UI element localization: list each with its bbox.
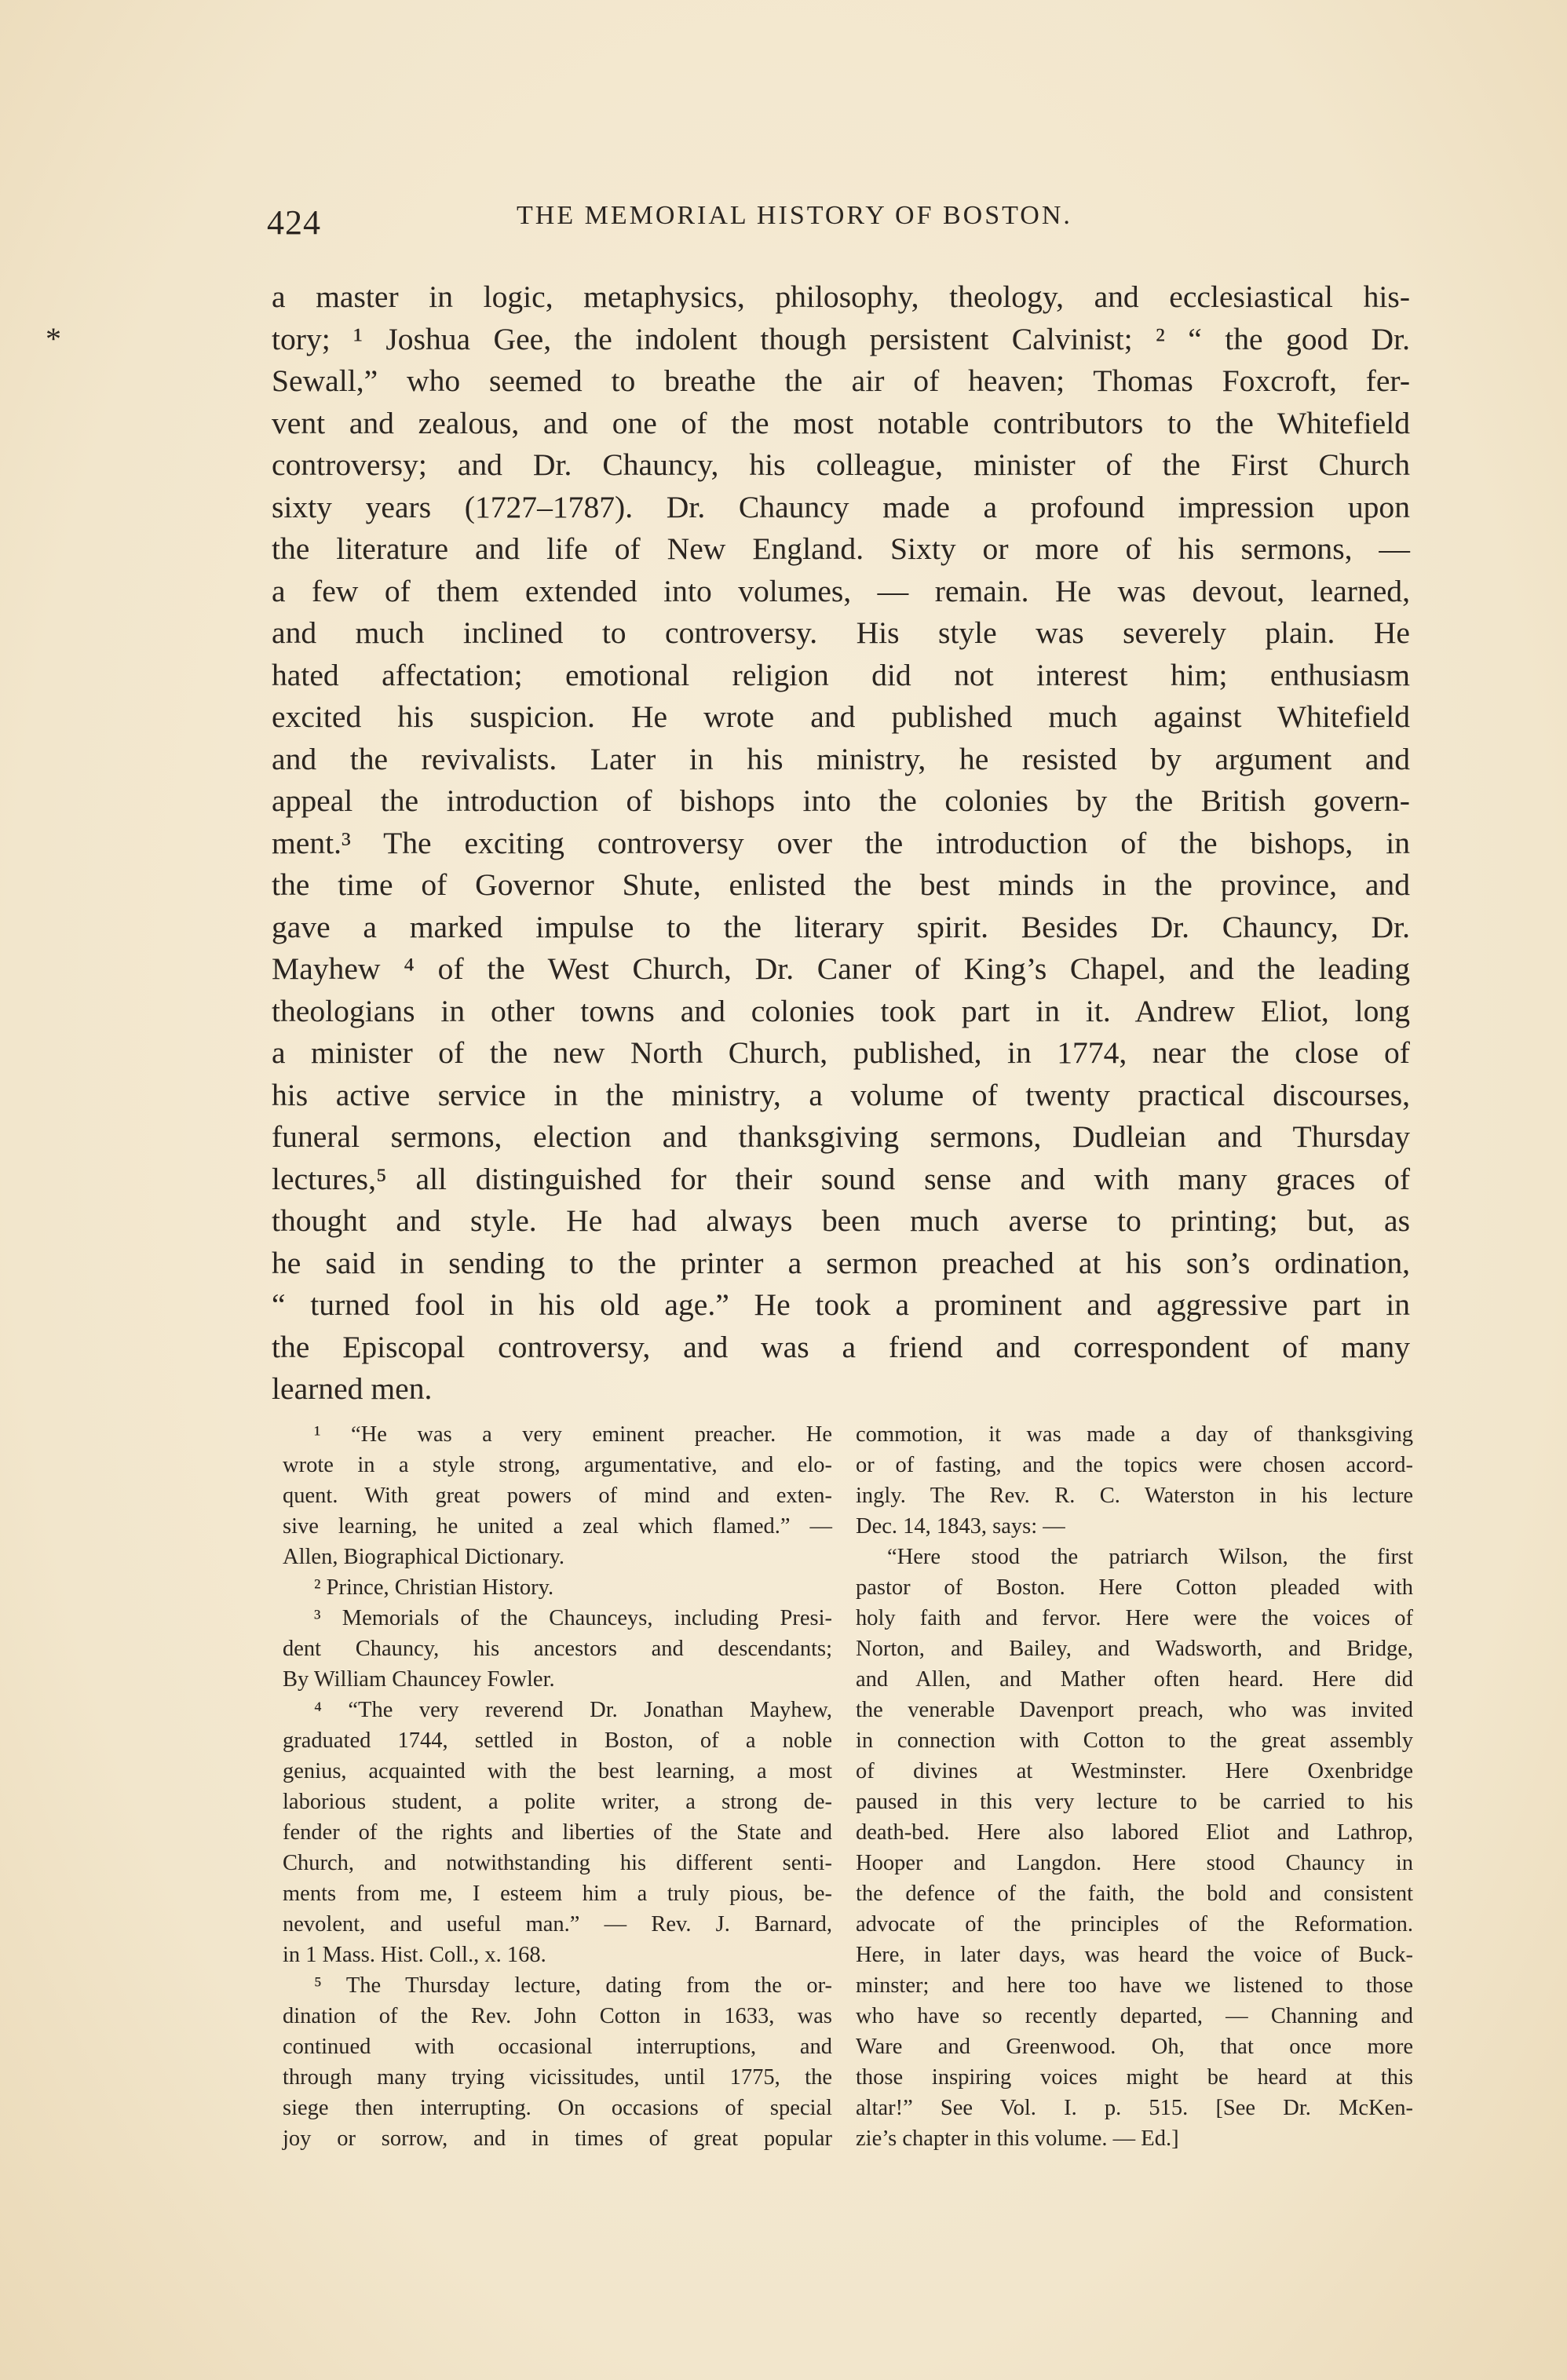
footnote-line: siege then interrupting. On occasions of special (283, 2096, 832, 2120)
footnote-line: or of fasting, and the topics were chosen accord- (856, 1453, 1413, 1477)
footnote-line: in connection with Cotton to the great assembly (856, 1728, 1413, 1753)
footnote-line: By William Chauncey Fowler. (283, 1667, 555, 1692)
footnote-line: dination of the Rev. John Cotton in 1633, was (283, 2004, 832, 2028)
footnote-line: pastor of Boston. Here Cotton pleaded with (856, 1575, 1413, 1600)
footnote-line: holy faith and fervor. Here were the voices of (856, 1606, 1413, 1630)
body-line: vent and zealous, and one of the most notable contributors to the Whitefield (272, 405, 1410, 440)
footnote-line: ¹ “He was a very eminent preacher. He (314, 1422, 832, 1447)
footnote-line: death-bed. Here also labored Eliot and Lathrop, (856, 1820, 1413, 1845)
body-line: lectures,⁵ all distinguished for their sound sense and with many graces of (272, 1161, 1410, 1196)
body-line: a few of them extended into volumes, — remain. He was devout, learned, (272, 573, 1410, 608)
footnote-line: ² Prince, Christian History. (314, 1575, 554, 1600)
footnote-line: those inspiring voices might be heard at this (856, 2065, 1413, 2090)
body-line: excited his suspicion. He wrote and published much against Whitefield (272, 699, 1410, 734)
body-line: thought and style. He had always been much averse to printing; but, as (272, 1203, 1410, 1238)
footnote-line: of divines at Westminster. Here Oxenbridge (856, 1759, 1413, 1783)
footnote-line: Norton, and Bailey, and Wadsworth, and Bridge, (856, 1637, 1413, 1661)
footnote-line: continued with occasional interruptions, and (283, 2035, 832, 2059)
body-line: hated affectation; emotional religion did not interest him; enthusiasm (272, 657, 1410, 692)
footnote-line: who have so recently departed, — Channing and (856, 2004, 1413, 2028)
footnote-line: nevolent, and useful man.” — Rev. J. Barnard, (283, 1912, 832, 1936)
footnotes-right-column (856, 1419, 1413, 2154)
footnote-line: advocate of the principles of the Reformation. (856, 1912, 1413, 1936)
body-line: controversy; and Dr. Chauncy, his colleague, minister of the First Church (272, 447, 1410, 482)
footnote-line: ments from me, I esteem him a truly pious, be- (283, 1882, 832, 1906)
body-text (272, 276, 1410, 1411)
footnote-line: genius, acquainted with the best learning, a most (283, 1759, 832, 1783)
body-line: appeal the introduction of bishops into the colonies by the British govern- (272, 783, 1410, 818)
body-line: gave a marked impulse to the literary spirit. Besides Dr. Chauncy, Dr. (272, 909, 1410, 944)
footnote-line: ingly. The Rev. R. C. Waterston in his lecture (856, 1484, 1413, 1508)
body-line: theologians in other towns and colonies took part in it. Andrew Eliot, long (272, 993, 1410, 1028)
body-line: tory; ¹ Joshua Gee, the indolent though persistent Calvinist; ² “ the good Dr. (272, 321, 1410, 356)
footnote-line: the venerable Davenport preach, who was invited (856, 1698, 1413, 1722)
footnote-line: wrote in a style strong, argumentative, and elo- (283, 1453, 832, 1477)
body-line: the Episcopal controversy, and was a friend and correspondent of many (272, 1329, 1410, 1364)
footnote-line: ⁵ The Thursday lecture, dating from the or- (314, 1973, 832, 1998)
body-line: and much inclined to controversy. His style was severely plain. He (272, 615, 1410, 650)
body-line: his active service in the ministry, a volume of twenty practical discourses, (272, 1077, 1410, 1112)
page-number: 424 (267, 203, 321, 242)
margin-mark: * (46, 321, 61, 356)
footnote-line: Dec. 14, 1843, says: — (856, 1514, 1065, 1539)
footnote-line: paused in this very lecture to be carried to his (856, 1790, 1413, 1814)
footnote-line: “Here stood the patriarch Wilson, the first (887, 1545, 1413, 1569)
footnote-line: Allen, Biographical Dictionary. (283, 1545, 565, 1569)
footnote-line: Hooper and Langdon. Here stood Chauncy in (856, 1851, 1413, 1875)
body-line: a master in logic, metaphysics, philosophy, theology, and ecclesiastical his- (272, 279, 1410, 314)
footnote-line: sive learning, he united a zeal which flamed.” — (283, 1514, 832, 1539)
footnote-line: commotion, it was made a day of thanksgiving (856, 1422, 1413, 1447)
footnote-line: the defence of the faith, the bold and consistent (856, 1882, 1413, 1906)
body-line: ment.³ The exciting controversy over the introduction of the bishops, in (272, 825, 1410, 860)
footnote-line: ⁴ “The very reverend Dr. Jonathan Mayhew, (314, 1698, 832, 1722)
body-line: learned men. (272, 1371, 433, 1406)
body-line: Mayhew ⁴ of the West Church, Dr. Caner of King’s Chapel, and the leading (272, 951, 1410, 986)
body-line: the literature and life of New England. Sixty or more of his sermons, — (272, 531, 1410, 566)
footnote-line: through many trying vicissitudes, until 1775, the (283, 2065, 832, 2090)
footnote-line: laborious student, a polite writer, a strong de- (283, 1790, 832, 1814)
footnote-line: zie’s chapter in this volume. — Ed.] (856, 2126, 1179, 2151)
footnote-line: fender of the rights and liberties of the State and (283, 1820, 832, 1845)
footnote-line: dent Chauncy, his ancestors and descendants; (283, 1637, 832, 1661)
footnote-line: quent. With great powers of mind and exten- (283, 1484, 832, 1508)
body-line: a minister of the new North Church, published, in 1774, near the close of (272, 1035, 1410, 1070)
body-line: funeral sermons, election and thanksgiving sermons, Dudleian and Thursday (272, 1119, 1410, 1154)
body-line: the time of Governor Shute, enlisted the best minds in the province, and (272, 867, 1410, 902)
body-line: “ turned fool in his old age.” He took a prominent and aggressive part in (272, 1287, 1410, 1322)
footnote-line: altar!” See Vol. I. p. 515. [See Dr. McKen- (856, 2096, 1413, 2120)
footnote-line: graduated 1744, settled in Boston, of a noble (283, 1728, 832, 1753)
body-line: sixty years (1727–1787). Dr. Chauncy made a profound impression upon (272, 489, 1410, 524)
footnote-line: and Allen, and Mather often heard. Here did (856, 1667, 1413, 1692)
running-head: THE MEMORIAL HISTORY OF BOSTON. (517, 201, 1072, 230)
body-line: he said in sending to the printer a sermon preached at his son’s ordination, (272, 1245, 1410, 1280)
footnote-line: Church, and notwithstanding his different senti- (283, 1851, 832, 1875)
footnote-line: ³ Memorials of the Chaunceys, including Presi- (314, 1606, 832, 1630)
body-line: Sewall,” who seemed to breathe the air of heaven; Thomas Foxcroft, fer- (272, 363, 1410, 398)
footnotes-left-column (283, 1419, 832, 2154)
footnote-line: Ware and Greenwood. Oh, that once more (856, 2035, 1413, 2059)
footnote-line: minster; and here too have we listened to those (856, 1973, 1413, 1998)
footnote-line: in 1 Mass. Hist. Coll., x. 168. (283, 1943, 546, 1967)
footnote-line: joy or sorrow, and in times of great popular (283, 2126, 832, 2151)
body-line: and the revivalists. Later in his ministry, he resisted by argument and (272, 741, 1410, 776)
footnote-line: Here, in later days, was heard the voice of Buck- (856, 1943, 1413, 1967)
